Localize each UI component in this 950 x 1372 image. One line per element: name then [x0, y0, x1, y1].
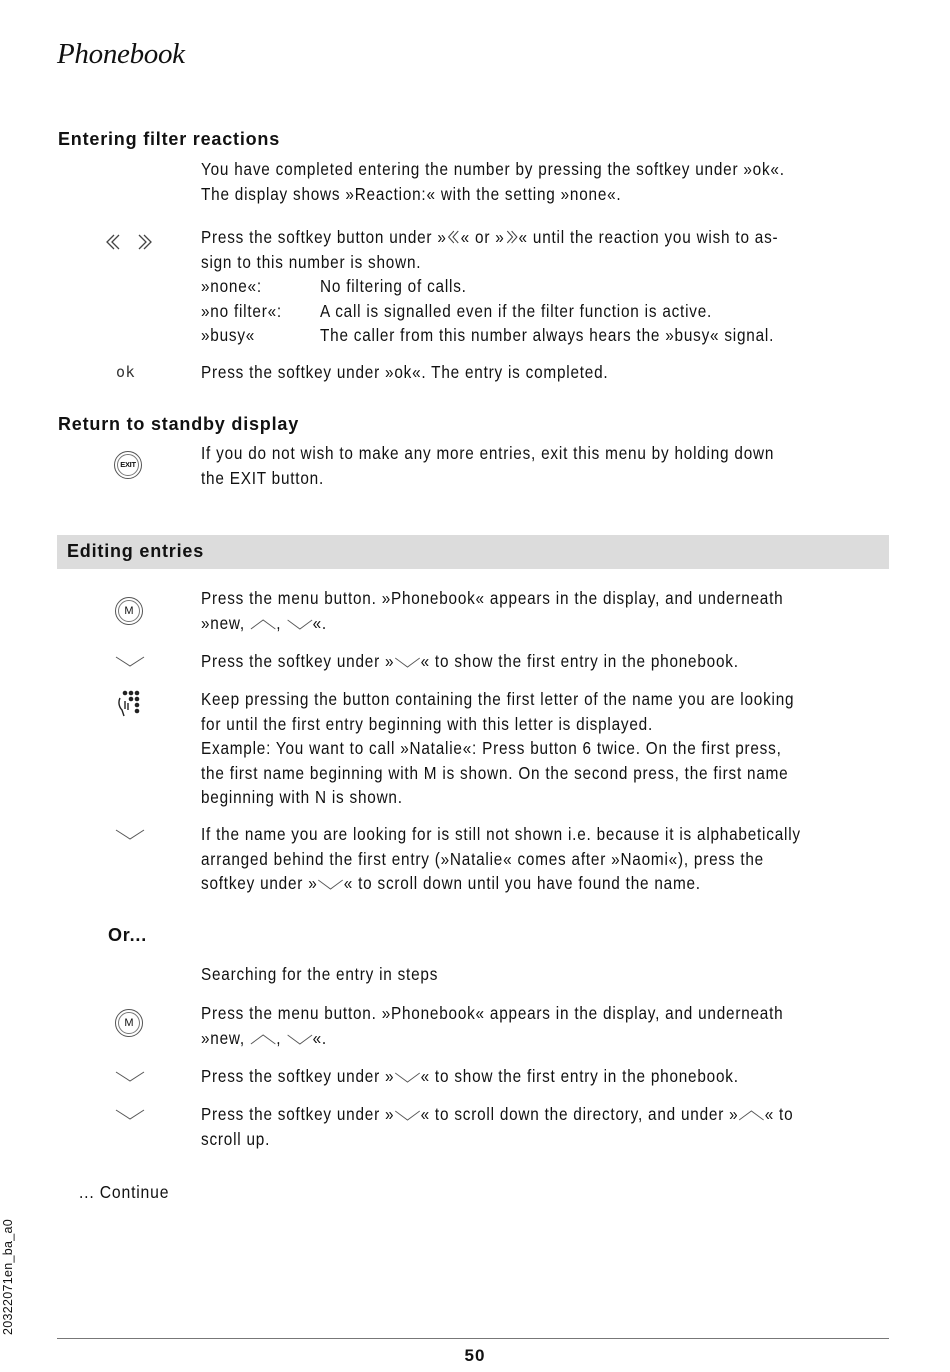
edit-step-6-pre: Press the softkey under » — [201, 1066, 395, 1086]
option-desc: No filtering of calls. — [320, 276, 467, 296]
or-label: Or... — [108, 925, 148, 945]
chevron-up-icon — [250, 1032, 276, 1046]
menu-button-label: M — [118, 1012, 140, 1034]
option-key: »no filter«: — [201, 300, 282, 321]
page-title: Phonebook — [57, 38, 185, 70]
chevron-down-icon — [115, 1069, 145, 1083]
edit-step-4-line-2: arranged behind the first entry (»Natalie« comes after »Naomi«), press the — [201, 848, 764, 869]
edit-step-5 — [201, 1001, 866, 1050]
edit-step-7-pre: Press the softkey under » — [201, 1104, 395, 1124]
filter-press-line-2: sign to this number is shown. — [201, 251, 422, 272]
menu-button-icon — [115, 597, 143, 625]
double-right-chevron-icon — [505, 229, 519, 245]
option-desc: The caller from this number always hears the »busy« signal. — [320, 325, 775, 345]
edit-step-4-pre: softkey under » — [201, 873, 318, 893]
ok-instruction: Press the softkey under »ok«. The entry is completed. — [201, 362, 609, 382]
double-chevron-left-right-icon — [104, 232, 154, 252]
edit-step-6-post: « to show the first entry in the phonebook. — [420, 1066, 739, 1086]
steps-subheading: Searching for the entry in steps — [201, 964, 439, 984]
chevron-down-icon — [286, 617, 312, 631]
edit-step-1-comma: , — [276, 612, 287, 633]
chevron-down-icon — [115, 827, 145, 841]
page-number: 50 — [464, 1346, 486, 1365]
section-heading-standby: Return to standby display — [58, 414, 300, 434]
edit-step-3-line: Example: You want to call »Natalie«: Press button 6 twice. On the first press, — [201, 738, 782, 758]
standby-text — [201, 441, 866, 490]
edit-step-4-line-1: If the name you are looking for is still not shown i.e. because it is alphabetically — [201, 824, 801, 844]
edit-step-7-post: « to — [764, 1104, 794, 1124]
ok-softkey-icon: ok — [116, 363, 136, 381]
chevron-down-icon — [115, 1107, 145, 1121]
edit-step-3-line: for until the first entry beginning with this letter is displayed. — [201, 713, 654, 734]
chevron-up-icon — [738, 1108, 764, 1122]
menu-button-icon — [115, 1009, 143, 1037]
document-code: 20322071en_ba_a0 — [1, 1218, 15, 1336]
chevron-up-icon — [250, 617, 276, 631]
edit-step-4 — [201, 822, 866, 896]
section-bar-editing — [57, 535, 889, 569]
edit-step-5-line-1: Press the menu button. »Phonebook« appears in the display, and underneath — [201, 1003, 784, 1023]
edit-step-1-end: «. — [312, 612, 327, 633]
filter-press-instruction — [201, 225, 866, 348]
footer-divider — [57, 1338, 889, 1339]
filter-press-pre: Press the softkey button under » — [201, 227, 447, 247]
edit-step-5-new: »new, — [201, 1027, 250, 1048]
edit-step-1-line-1: Press the menu button. »Phonebook« appears in the display, and underneath — [201, 588, 784, 608]
chevron-down-icon — [394, 1108, 420, 1122]
standby-line-2: the EXIT button. — [201, 467, 324, 488]
chevron-down-icon — [115, 654, 145, 668]
filter-intro — [201, 157, 866, 206]
section-heading-editing: Editing entries — [67, 541, 205, 561]
edit-step-7 — [201, 1102, 866, 1151]
filter-intro-line-1: You have completed entering the number by pressing the softkey under »ok«. — [201, 159, 785, 179]
option-key: »none«: — [201, 276, 262, 296]
edit-step-7-line-2: scroll up. — [201, 1128, 271, 1149]
edit-step-5-end: «. — [312, 1027, 327, 1048]
option-desc: A call is signalled even if the filter function is active. — [320, 300, 713, 321]
exit-button-label: EXIT — [117, 454, 139, 476]
edit-step-3-line: Keep pressing the button containing the first letter of the name you are looking — [201, 689, 795, 709]
edit-step-2 — [201, 649, 866, 674]
chevron-down-icon — [286, 1032, 312, 1046]
edit-step-1 — [201, 586, 866, 635]
continue-note: ... Continue — [79, 1182, 170, 1202]
edit-step-5-comma: , — [276, 1027, 287, 1048]
edit-step-7-mid: « to scroll down the directory, and under » — [420, 1104, 739, 1124]
standby-line-1: If you do not wish to make any more entries, exit this menu by holding down — [201, 443, 775, 463]
filter-intro-line-2: The display shows »Reaction:« with the setting »none«. — [201, 183, 622, 204]
edit-step-4-post: « to scroll down until you have found the name. — [343, 873, 701, 893]
edit-step-2-pre: Press the softkey under » — [201, 651, 395, 671]
section-heading-filter-reactions: Entering filter reactions — [58, 129, 281, 149]
edit-step-3 — [201, 687, 866, 810]
edit-step-3-line: beginning with N is shown. — [201, 787, 403, 807]
filter-press-mid: « or » — [460, 227, 505, 247]
edit-step-3-line: the first name beginning with M is shown. On the second press, the first name — [201, 762, 789, 783]
edit-step-6 — [201, 1064, 866, 1089]
chevron-down-icon — [394, 655, 420, 669]
keypad-icon — [116, 689, 142, 719]
menu-button-label: M — [118, 600, 140, 622]
option-key: »busy« — [201, 325, 256, 345]
exit-button-icon — [114, 451, 142, 479]
chevron-down-icon — [318, 877, 344, 891]
chevron-down-icon — [394, 1070, 420, 1084]
double-left-chevron-icon — [447, 229, 461, 245]
edit-step-2-post: « to show the first entry in the phonebook. — [420, 651, 739, 671]
edit-step-1-new: »new, — [201, 612, 250, 633]
filter-options-list — [201, 274, 866, 348]
filter-press-post: « until the reaction you wish to as- — [518, 227, 779, 247]
